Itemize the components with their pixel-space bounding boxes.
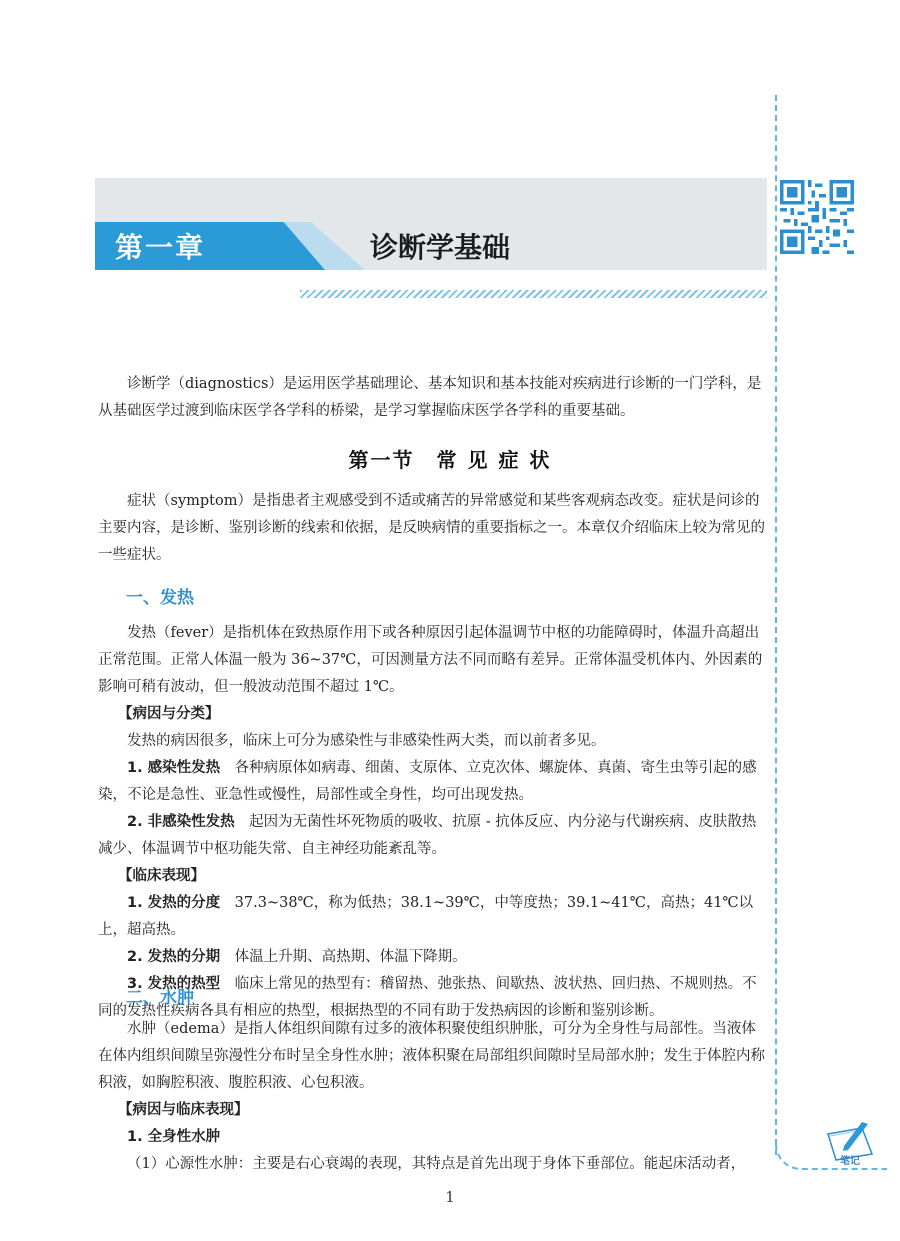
section-intro-paragraph: 症状（symptom）是指患者主观感受到不适或痛苦的异常感觉和某些客观病态改变。症状是问诊的主要内容，是诊断、鉴别诊断的线索和依据，是反映病情的重要指标之一。本章仅介绍临床上较为常见的一些症状。 bbox=[98, 493, 765, 563]
fever-degree-item bbox=[98, 890, 768, 944]
fever-cause-heading: 【病因与分类】 bbox=[118, 706, 220, 722]
fever-clinical-heading: 【临床表现】 bbox=[118, 868, 205, 884]
fever-noninfective-item bbox=[98, 809, 768, 863]
chapter-label: 第一章 bbox=[115, 231, 206, 264]
fever-heading: 一、发热 bbox=[126, 588, 194, 608]
edema-general-label: 1. 全身性水肿 bbox=[127, 1129, 221, 1145]
fever-stage-text: 体温上升期、高热期、体温下降期。 bbox=[220, 949, 467, 965]
edema-definition: 水肿（edema）是指人体组织间隙有过多的液体积聚使组织肿胀，可分为全身性与局部性。当液体在体内组织间隙呈弥漫性分布时呈全身性水肿；液体积聚在局部组织间隙时呈局部水肿；发生于体腔内称积液，如胸腔积液、腹腔积液、心包积液。 bbox=[98, 1021, 765, 1091]
qr-code-icon bbox=[780, 180, 854, 254]
section-intro-block bbox=[98, 488, 768, 569]
fever-block bbox=[98, 620, 768, 1025]
edema-cause-heading: 【病因与临床表现】 bbox=[118, 1102, 249, 1118]
fever-infective-item bbox=[98, 755, 768, 809]
intro-paragraph: 诊断学（diagnostics）是运用医学基础理论、基本知识和基本技能对疾病进行诊断的一门学科，是从基础医学过渡到临床医学各学科的桥梁，是学习掌握临床医学各学科的重要基础。 bbox=[98, 376, 762, 419]
intro-block bbox=[98, 371, 768, 425]
fever-cause-intro: 发热的病因很多，临床上可分为感染性与非感染性两大类，而以前者多见。 bbox=[127, 733, 606, 749]
decorative-hatch-bar bbox=[300, 290, 767, 298]
note-label: 笔记 bbox=[840, 1156, 860, 1167]
edema-cardiac-text: （1）心源性水肿：主要是右心衰竭的表现，其特点是首先出现于身体下垂部位。能起床活动者， bbox=[127, 1156, 746, 1172]
section-title: 第一节 常 见 症 状 bbox=[348, 448, 552, 472]
edema-heading: 二、水肿 bbox=[126, 988, 194, 1008]
fever-infective-text: 各种病原体如病毒、细菌、支原体、立克次体、螺旋体、真菌、寄生虫等引起的感染，不论是急性、亚急性或慢性，局部性或全身性，均可出现发热。 bbox=[98, 760, 757, 803]
fever-degree-label: 1. 发热的分度 bbox=[127, 895, 221, 911]
fever-type-label: 3. 发热的热型 bbox=[127, 976, 221, 992]
fever-noninfective-label: 2. 非感染性发热 bbox=[127, 814, 235, 830]
fever-type-text: 临床上常见的热型有：稽留热、弛张热、间歇热、波状热、回归热、不规则热。不同的发热性疾病各具有相应的热型，根据热型的不同有助于发热病因的诊断和鉴别诊断。 bbox=[98, 976, 757, 1019]
chapter-title: 诊断学基础 bbox=[370, 231, 511, 264]
page-number: 1 bbox=[445, 1188, 455, 1206]
margin-guide-line bbox=[775, 95, 777, 1155]
fever-degree-text: 37.3~38℃，称为低热；38.1~39℃，中等度热；39.1~41℃，高热；41℃以上，超高热。 bbox=[98, 895, 754, 938]
fever-stage-item bbox=[98, 944, 768, 971]
fever-noninfective-text: 起因为无菌性坏死物质的吸收、抗原 - 抗体反应、内分泌与代谢疾病、皮肤散热减少、体温调节中枢功能失常、自主神经功能紊乱等。 bbox=[98, 814, 757, 857]
fever-stage-label: 2. 发热的分期 bbox=[127, 949, 221, 965]
edema-block bbox=[98, 1016, 768, 1178]
fever-infective-label: 1. 感染性发热 bbox=[127, 760, 221, 776]
fever-definition: 发热（fever）是指机体在致热原作用下或各种原因引起体温调节中枢的功能障碍时，体温升高超出正常范围。正常人体温一般为 36~37℃，可因测量方法不同而略有差异。正常体温受机体内、外因素的影响可稍有波动，但一般波动范围不超过 1℃。 bbox=[98, 625, 763, 695]
